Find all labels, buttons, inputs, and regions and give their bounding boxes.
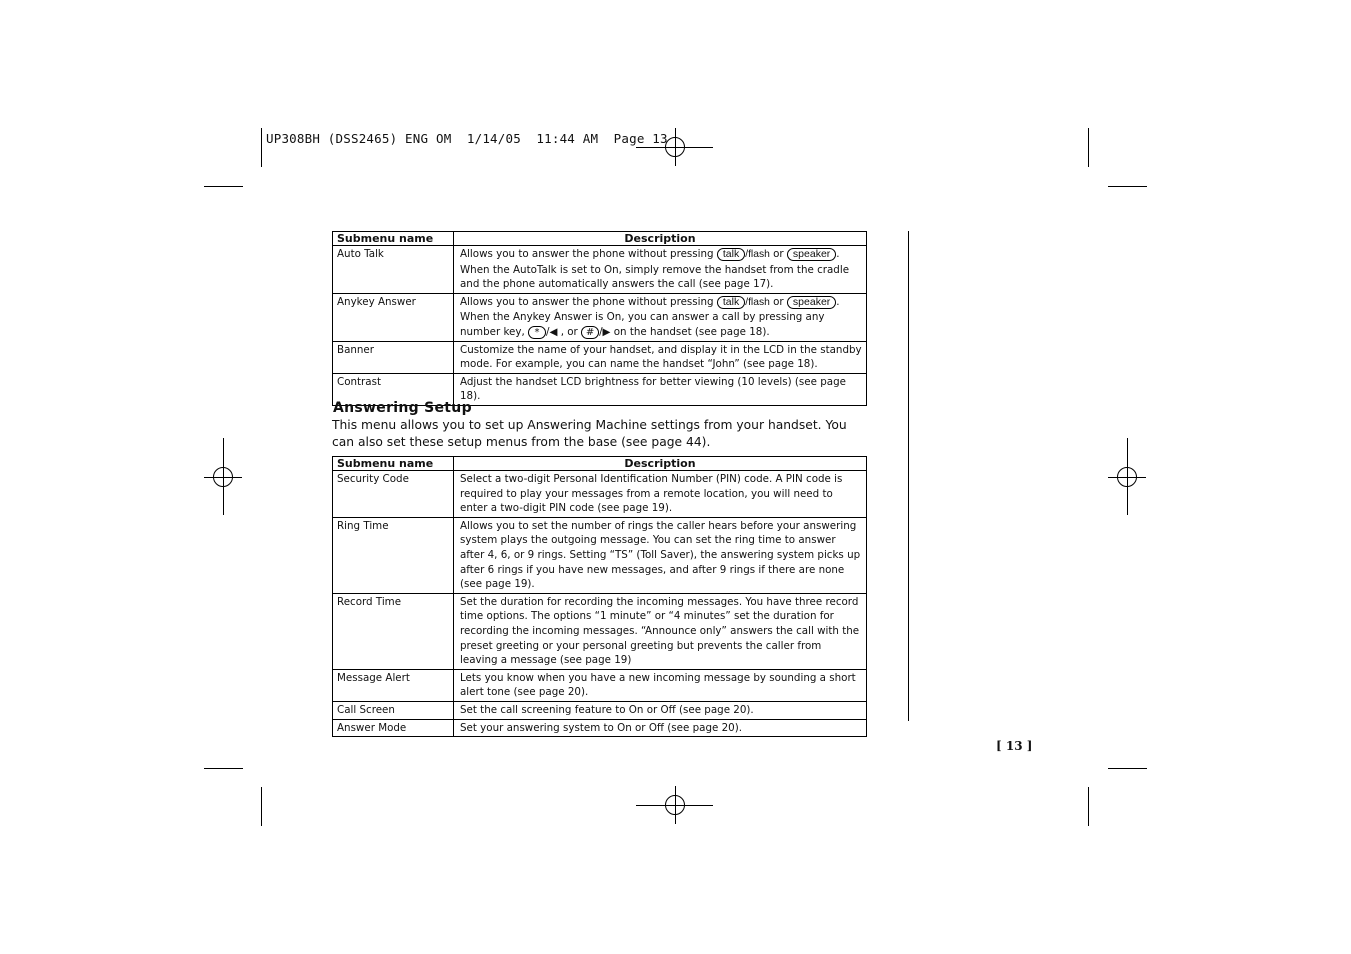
- submenu-description: Select a two-digit Personal Identification Number (PIN) code. A PIN code is required to play your messages from a remote location, you will need to enter a two-digit PIN code (see page 19).: [454, 471, 867, 518]
- flash-key-label: /flash: [745, 296, 770, 308]
- settings-table: [332, 231, 867, 406]
- column-header-description: Description: [454, 232, 867, 246]
- print-slug: UP308BH (DSS2465) ENG OM 1/14/05 11:44 AM Page 13: [266, 131, 668, 146]
- column-header-description: Description: [454, 457, 867, 471]
- table-row: [333, 341, 867, 373]
- speaker-key-icon: speaker: [787, 248, 836, 261]
- submenu-name: Answer Mode: [333, 719, 454, 737]
- submenu-description: Allows you to set the number of rings the caller hears before your answering system plays the outgoing message. You can set the ring time to answer after 4, 6, or 9 rings. Setting “TS” (Toll Saver), the answering system picks up after 6 rings if you have new messages, and after 9 rings if there are none (see page 19).: [454, 517, 867, 593]
- submenu-description: Lets you know when you have a new incoming message by sounding a short alert tone (see page 20).: [454, 669, 867, 701]
- submenu-description: Customize the name of your handset, and display it in the LCD in the standby mode. For example, you can name the handset “John” (see page 18).: [454, 341, 867, 373]
- hash-key-icon: #: [581, 326, 599, 339]
- submenu-name: Ring Time: [333, 517, 454, 593]
- right-arrow-icon: /▶: [599, 325, 611, 338]
- talk-key-icon: talk: [717, 296, 745, 309]
- table-row: [333, 719, 867, 737]
- table-row: [333, 669, 867, 701]
- submenu-name: Contrast: [333, 373, 454, 405]
- talk-key-icon: talk: [717, 248, 745, 261]
- submenu-name: Auto Talk: [333, 246, 454, 294]
- table-row: [333, 701, 867, 719]
- table-row: [333, 517, 867, 593]
- table-header: [333, 457, 867, 471]
- submenu-description: Set the duration for recording the incoming messages. You have three record time options. The options “1 minute” or “4 minutes” set the duration for recording the incoming messages. “Announce only” answers the call with the preset greeting or your personal greeting but prevents the caller from leaving a message (see page 19): [454, 593, 867, 669]
- left-arrow-icon: /◀: [546, 325, 558, 338]
- submenu-description: Set your answering system to On or Off (see page 20).: [454, 719, 867, 737]
- section-title: Answering Setup: [333, 400, 472, 416]
- column-header-name: Submenu name: [333, 457, 454, 471]
- table-row: [333, 471, 867, 518]
- submenu-description: Set the call screening feature to On or Off (see page 20).: [454, 701, 867, 719]
- submenu-name: Call Screen: [333, 701, 454, 719]
- table-row: [333, 246, 867, 294]
- section-intro: This menu allows you to set up Answering Machine settings from your handset. You can also set these setup menus from the base (see page 44).: [332, 418, 847, 449]
- submenu-description: Allows you to answer the phone without pressing talk /flash or speaker . When the Anykey Answer is On, you can answer a call by pressing any number key, * /◀ , or # /▶ on the handset (see page 18).: [454, 293, 867, 341]
- submenu-name: Anykey Answer: [333, 293, 454, 341]
- submenu-description: Allows you to answer the phone without pressing talk /flash or speaker . When the AutoTalk is set to On, simply remove the handset from the cradle and the phone automatically answers the call (see page 17).: [454, 246, 867, 294]
- submenu-name: Message Alert: [333, 669, 454, 701]
- star-key-icon: *: [528, 326, 546, 339]
- flash-key-label: /flash: [745, 249, 770, 260]
- submenu-name: Record Time: [333, 593, 454, 669]
- submenu-name: Security Code: [333, 471, 454, 518]
- speaker-key-icon: speaker: [787, 296, 836, 309]
- submenu-name: Banner: [333, 341, 454, 373]
- table-row: [333, 593, 867, 669]
- page-number: [ 13 ]: [996, 739, 1033, 753]
- answering-setup-table: [332, 456, 867, 737]
- table-header: [333, 232, 867, 246]
- table-row: [333, 293, 867, 341]
- column-header-name: Submenu name: [333, 232, 454, 246]
- submenu-description: Adjust the handset LCD brightness for better viewing (10 levels) (see page 18).: [454, 373, 867, 405]
